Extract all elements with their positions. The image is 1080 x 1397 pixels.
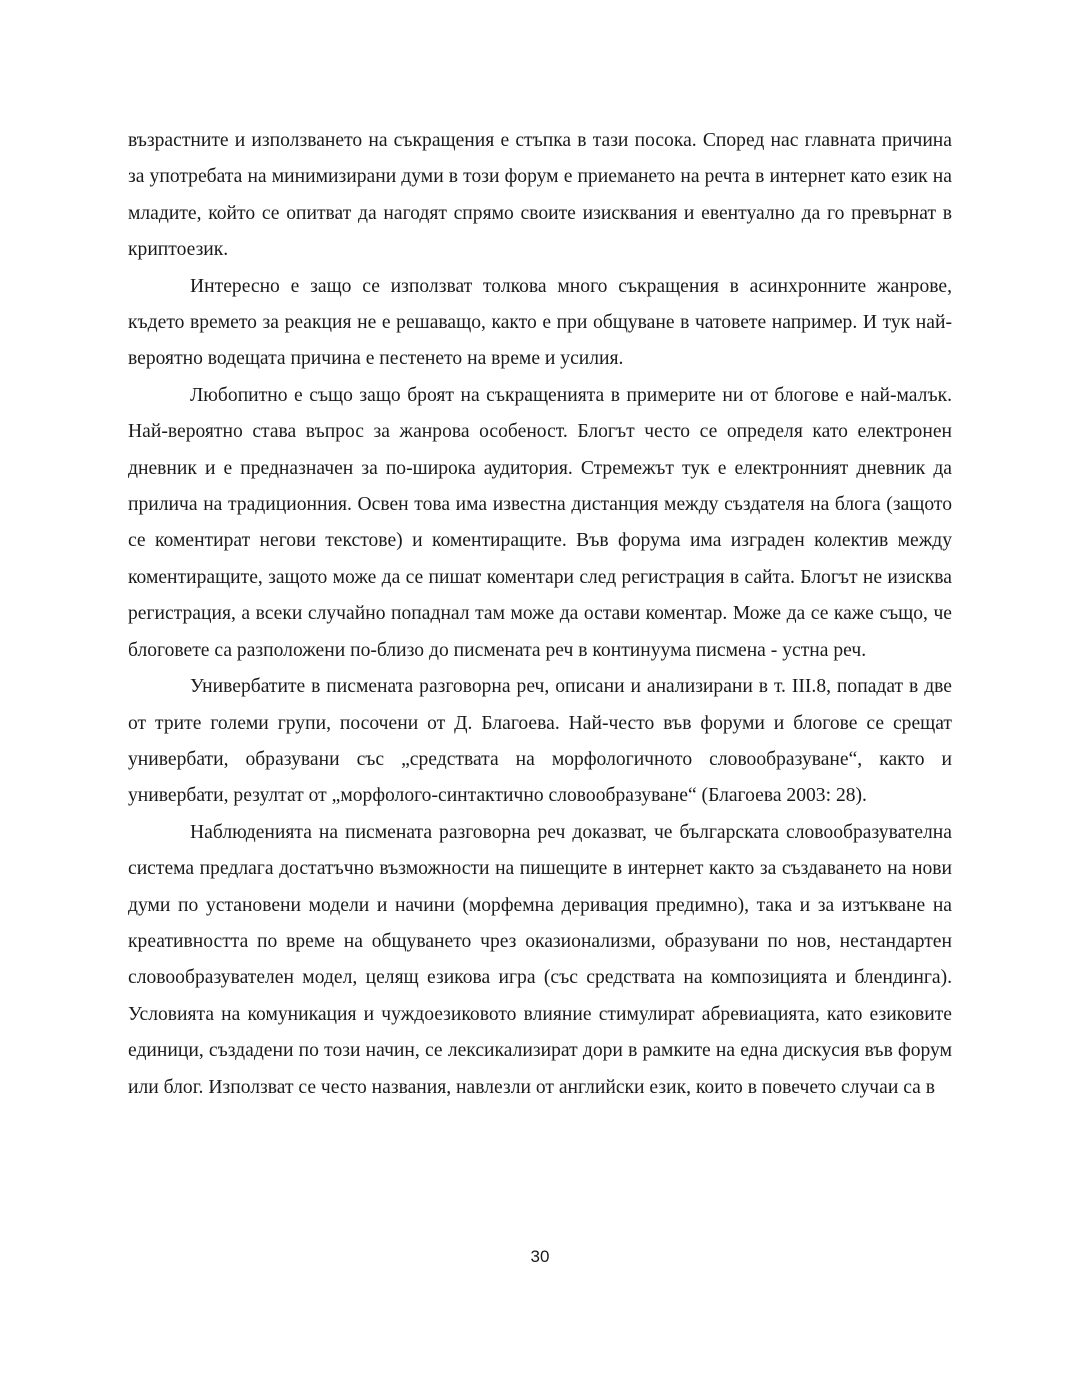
paragraph-asynchronous-genres: Интересно е защо се използват толкова много съкращения в асинхронните жанрове, където времето за реакция не е решаващо, както е при общуване в чатовете например. И тук най-вероятно водещата причина е пестенето на време и усилия. xyxy=(128,275,952,370)
paragraph-continuation: възрастните и използването на съкращения е стъпка в тази посока. Според нас главната причина за употребата на минимизирани думи в този форум е приемането на речта в интернет като език на младите, който се опитват да нагодят спрямо своите изисквания и евентуално да го превърнат в криптоезик. xyxy=(128,130,952,261)
page-number: 30 xyxy=(530,1247,550,1266)
paragraph-univerbs: Универбатите в писмената разговорна реч, описани и анализирани в т. III.8, попадат в две от трите големи групи, посочени от Д. Благоева. Най-често във форуми и блогове се срещат универбати, образувани със „средствата на морфологичното словообразуване“, както и универбати, резултат от „морфолого-синтактично словообразуване“ (Благоева 2003: 28). xyxy=(128,676,952,807)
paragraph-blogs: Любопитно е също защо броят на съкращенията в примерите ни от блогове е най-малък. Най-вероятно става въпрос за жанрова особеност. Блогът често се определя като електронен дневник и е предназначен за по-широка аудитория. Стремежът тук е електронният дневник да прилича на традиционния. Освен това има известна дистанция между създателя на блога (защото се коментират негови текстове) и коментиращите. Във форума има изграден колектив между коментиращите, защото може да се пишат коментари след регистрация в сайта. Блогът не изисква регистрация, а всеки случайно попаднал там може да остави коментар. Може да се каже също, че блоговете са разположени по-близо до писмената реч в континуума писмена - устна реч. xyxy=(128,384,952,661)
body-text xyxy=(128,123,952,1106)
paragraph-observations: Наблюденията на писмената разговорна реч доказват, че българската словообразувателна система предлага достатъчно възможности на пишещите в интернет както за създаването на нови думи по установени модели и начини (морфемна деривация предимно), така и за изтъкване на креативността по време на общуването чрез оказионализми, образувани по нов, нестандартен словообразувателен модел, целящ езикова игра (със средствата на композицията и блендинга). Условията на комуникация и чуждоезиковото влияние стимулират абревиацията, като езиковите единици, създадени по този начин, се лексикализират дори в рамките на една дискусия във форум или блог. Използват се често названия, навлезли от английски език, които в повечето случаи са в xyxy=(128,821,952,1098)
